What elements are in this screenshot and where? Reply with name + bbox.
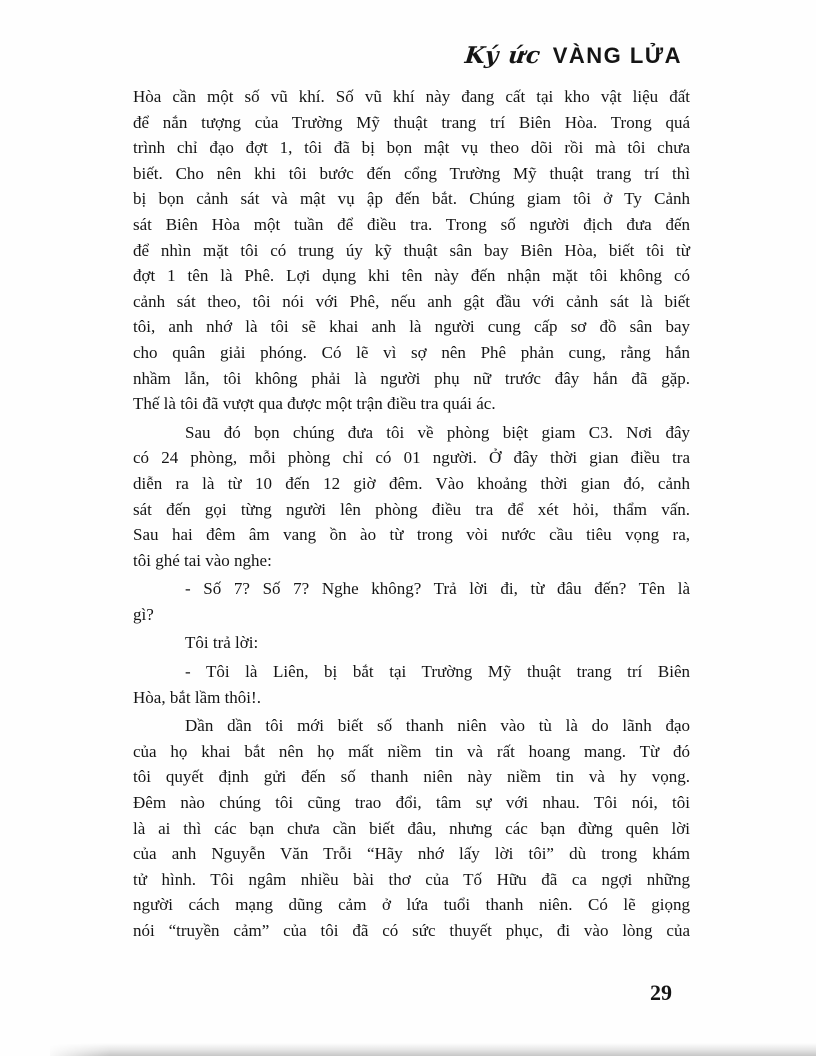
text-line: là ai thì các bạn chưa cần biết đâu, nhưng các bạn đừng quên lời <box>133 818 690 838</box>
text-line: tôi ghé tai vào nghe: <box>133 550 272 570</box>
page-number: 29 <box>650 980 672 1005</box>
running-header-script-title: Ký ức <box>463 42 543 69</box>
text-line: bị bọn cảnh sát và mật vụ ập đến bắt. Chúng giam tôi ở Ty Cảnh <box>133 189 690 209</box>
text-line: Hòa, bắt lầm thôi!. <box>133 687 261 707</box>
text-line: Thế là tôi đã vượt qua được một trận điều tra quái ác. <box>133 394 496 414</box>
text-line: Tôi trả lời: <box>185 633 259 653</box>
text-line: của anh Nguyễn Văn Trỗi “Hãy nhớ lấy lời tôi” dù trong khám <box>133 844 690 864</box>
text-line: người cách mạng dũng cảm ở lứa tuổi thanh niên. Có lẽ giọng <box>133 895 690 915</box>
text-line: Hòa cần một số vũ khí. Số vũ khí này đang cất tại kho vật liệu đất <box>133 87 690 106</box>
text-line: của họ khai bắt nên họ mất niềm tin và rất hoang mang. Từ đó <box>133 741 690 761</box>
text-line: biết. Cho nên khi tôi bước đến cổng Trường Mỹ thuật trang trí thì <box>133 163 690 183</box>
text-line: tôi, anh nhớ là tôi sẽ khai anh là người cung cấp sơ đồ sân bay <box>133 317 690 337</box>
text-line: sát Biên Hòa một tuần để điều tra. Trong số người địch đưa đến <box>133 214 690 234</box>
scan-edge-shadow <box>50 1043 816 1056</box>
text-line: trình chỉ đạo đợt 1, tôi đã bị bọn mật vụ theo dõi rồi mà tôi chưa <box>133 138 690 158</box>
text-line: Đêm nào chúng tôi cũng trao đổi, tâm sự với nhau. Tôi nói, tôi <box>133 793 690 813</box>
text-line: có 24 phòng, mỗi phòng chỉ có 01 người. Ở đây thời gian điều tra <box>133 448 690 468</box>
paragraph <box>133 659 690 710</box>
text-line: tử hình. Tôi ngâm nhiều bài thơ của Tố Hữu đã ca ngợi những <box>133 869 690 889</box>
text-line: cho quân giải phóng. Có lẽ vì sợ nên Phê phản cung, rằng hắn <box>133 342 690 362</box>
text-line: Sau đó bọn chúng đưa tôi về phòng biệt giam C3. Nơi đây <box>185 422 690 442</box>
running-header-book-title: VÀNG LỬA <box>552 43 682 68</box>
running-header <box>133 42 682 69</box>
text-line: diễn ra là từ 10 đến 12 giờ đêm. Vào khoảng thời gian đó, cảnh <box>133 473 690 493</box>
paragraph <box>133 713 690 943</box>
text-line: - Số 7? Số 7? Nghe không? Trả lời đi, từ đâu đến? Tên là <box>185 579 690 599</box>
text-line: sát đến gọi từng người lên phòng điều tra để xét hỏi, thẩm vấn. <box>133 499 690 519</box>
text-line: cảnh sát theo, tôi nói với Phê, nếu anh gật đầu với cảnh sát là biết <box>133 291 690 311</box>
text-line: - Tôi là Liên, bị bắt tại Trường Mỹ thuật trang trí Biên <box>185 662 690 682</box>
text-line: Dần dần tôi mới biết số thanh niên vào tù là do lãnh đạo <box>185 716 690 736</box>
text-line: để nắn tượng của Trường Mỹ thuật trang trí Biên Hòa. Trong quá <box>133 112 690 132</box>
paragraph <box>133 420 690 574</box>
text-line: gì? <box>133 604 154 624</box>
text-line: Sau hai đêm âm vang ồn ào từ trong vòi nước cầu tiêu vọng ra, <box>133 525 690 545</box>
paragraph <box>133 576 690 627</box>
text-line: tôi quyết định gửi đến số thanh niên này niềm tin và hy vọng. <box>133 767 690 787</box>
body-text <box>133 84 690 947</box>
text-line: để nhìn mặt tôi có trung úy kỹ thuật sân bay Biên Hòa, biết tôi từ <box>133 240 690 260</box>
text-line: nói “truyền cảm” của tôi đã có sức thuyết phục, đi vào lòng của <box>133 921 690 940</box>
paragraph <box>133 630 690 656</box>
text-line: đợt 1 tên là Phê. Lợi dụng khi tên này đến nhận mặt tôi không có <box>133 266 690 286</box>
paragraph <box>133 84 690 417</box>
text-line: nhầm lẫn, tôi không phải là người phụ nữ trước đây hắn đã gặp. <box>133 368 690 388</box>
